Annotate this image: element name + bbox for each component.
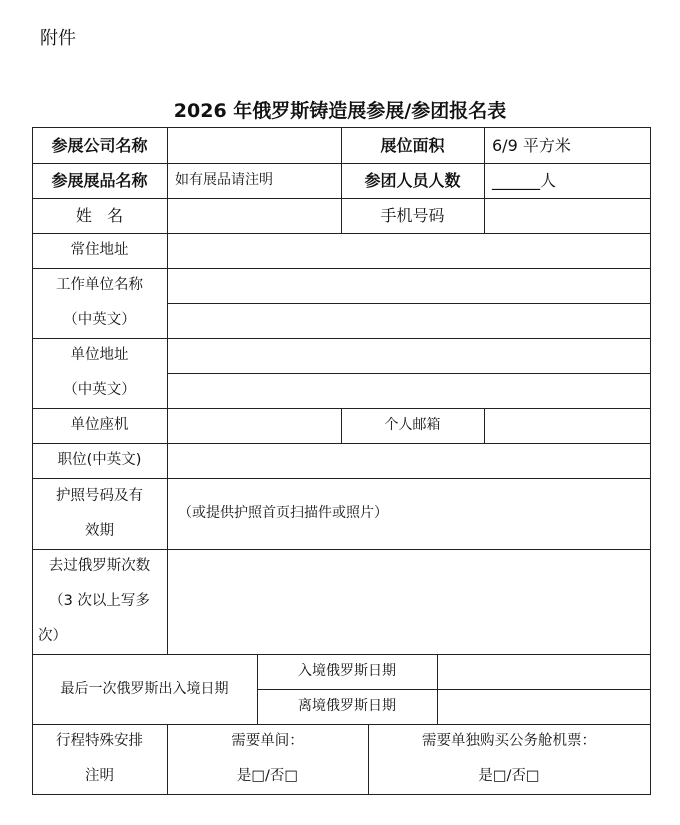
work-unit-label-line2: （中英文） <box>63 312 136 328</box>
entry-date-label: 入境俄罗斯日期 <box>298 663 396 679</box>
business-ticket-options[interactable]: 是□/否□ <box>478 768 540 784</box>
unit-address-label-line1: 单位地址 <box>70 347 129 363</box>
unit-address-label-line2: （中英文） <box>63 382 136 398</box>
itinerary-label-line1: 行程特殊安排 <box>56 733 143 749</box>
company-name-field[interactable] <box>168 128 341 163</box>
product-name-label: 参展展品名称 <box>51 171 148 190</box>
russia-visits-label-line2: （3 次以上写多 <box>49 593 150 609</box>
russia-visits-label <box>32 549 167 654</box>
exit-date-label: 离境俄罗斯日期 <box>298 698 396 714</box>
unit-address-label <box>32 338 167 408</box>
passport-label-line2: 效期 <box>85 522 114 539</box>
work-unit-label-line1: 工作单位名称 <box>56 277 143 293</box>
work-unit-label <box>32 268 167 338</box>
russia-visits-label-line1: 去过俄罗斯次数 <box>48 558 151 574</box>
itinerary-label-line2: 注明 <box>85 768 114 784</box>
last-trip-label: 最后一次俄罗斯出入境日期 <box>60 680 229 697</box>
name-label: 姓 名 <box>75 206 124 225</box>
product-name-field[interactable]: 如有展品请注明 <box>175 172 273 188</box>
group-size-field[interactable]: ______人 <box>492 171 557 190</box>
work-unit-field-1[interactable] <box>168 269 650 303</box>
name-field[interactable] <box>168 199 341 233</box>
unit-phone-label: 单位座机 <box>70 417 129 433</box>
position-label: 职位(中英文) <box>57 452 142 468</box>
business-ticket-cell <box>368 724 650 794</box>
work-unit-field-2[interactable] <box>168 304 650 338</box>
position-field[interactable] <box>168 444 650 478</box>
group-size-label: 参团人员人数 <box>364 171 461 190</box>
single-room-label: 需要单间： <box>231 733 304 749</box>
address-field[interactable] <box>168 234 650 268</box>
entry-date-field[interactable] <box>438 655 650 689</box>
unit-address-field-2[interactable] <box>168 374 650 408</box>
itinerary-label <box>32 724 167 794</box>
booth-area-label: 展位面积 <box>380 135 445 155</box>
single-room-options[interactable]: 是□/否□ <box>236 768 299 784</box>
unit-phone-field[interactable] <box>168 409 341 443</box>
rule <box>32 794 651 795</box>
passport-label-line1: 护照号码及有 <box>56 487 143 504</box>
booth-area-value[interactable]: 6/9 平方米 <box>492 135 571 155</box>
phone-label: 手机号码 <box>380 206 445 225</box>
form-title: 2026 年俄罗斯铸造展参展/参团报名表 <box>173 100 507 122</box>
email-field[interactable] <box>485 409 650 443</box>
company-name-label: 参展公司名称 <box>51 135 148 155</box>
rule <box>650 127 651 794</box>
passport-field[interactable]: （或提供护照首页扫描件或照片） <box>178 505 388 521</box>
passport-label <box>32 478 167 549</box>
email-label: 个人邮箱 <box>384 417 441 433</box>
phone-field[interactable] <box>485 199 650 233</box>
exit-date-field[interactable] <box>438 690 650 724</box>
address-label: 常住地址 <box>70 242 129 258</box>
business-ticket-label: 需要单独购买公务舱机票： <box>422 733 596 749</box>
russia-visits-label-line3: 次） <box>38 628 67 644</box>
attachment-label: 附件 <box>40 28 76 49</box>
russia-visits-field[interactable] <box>168 550 650 654</box>
single-room-cell <box>167 724 368 794</box>
unit-address-field-1[interactable] <box>168 339 650 373</box>
